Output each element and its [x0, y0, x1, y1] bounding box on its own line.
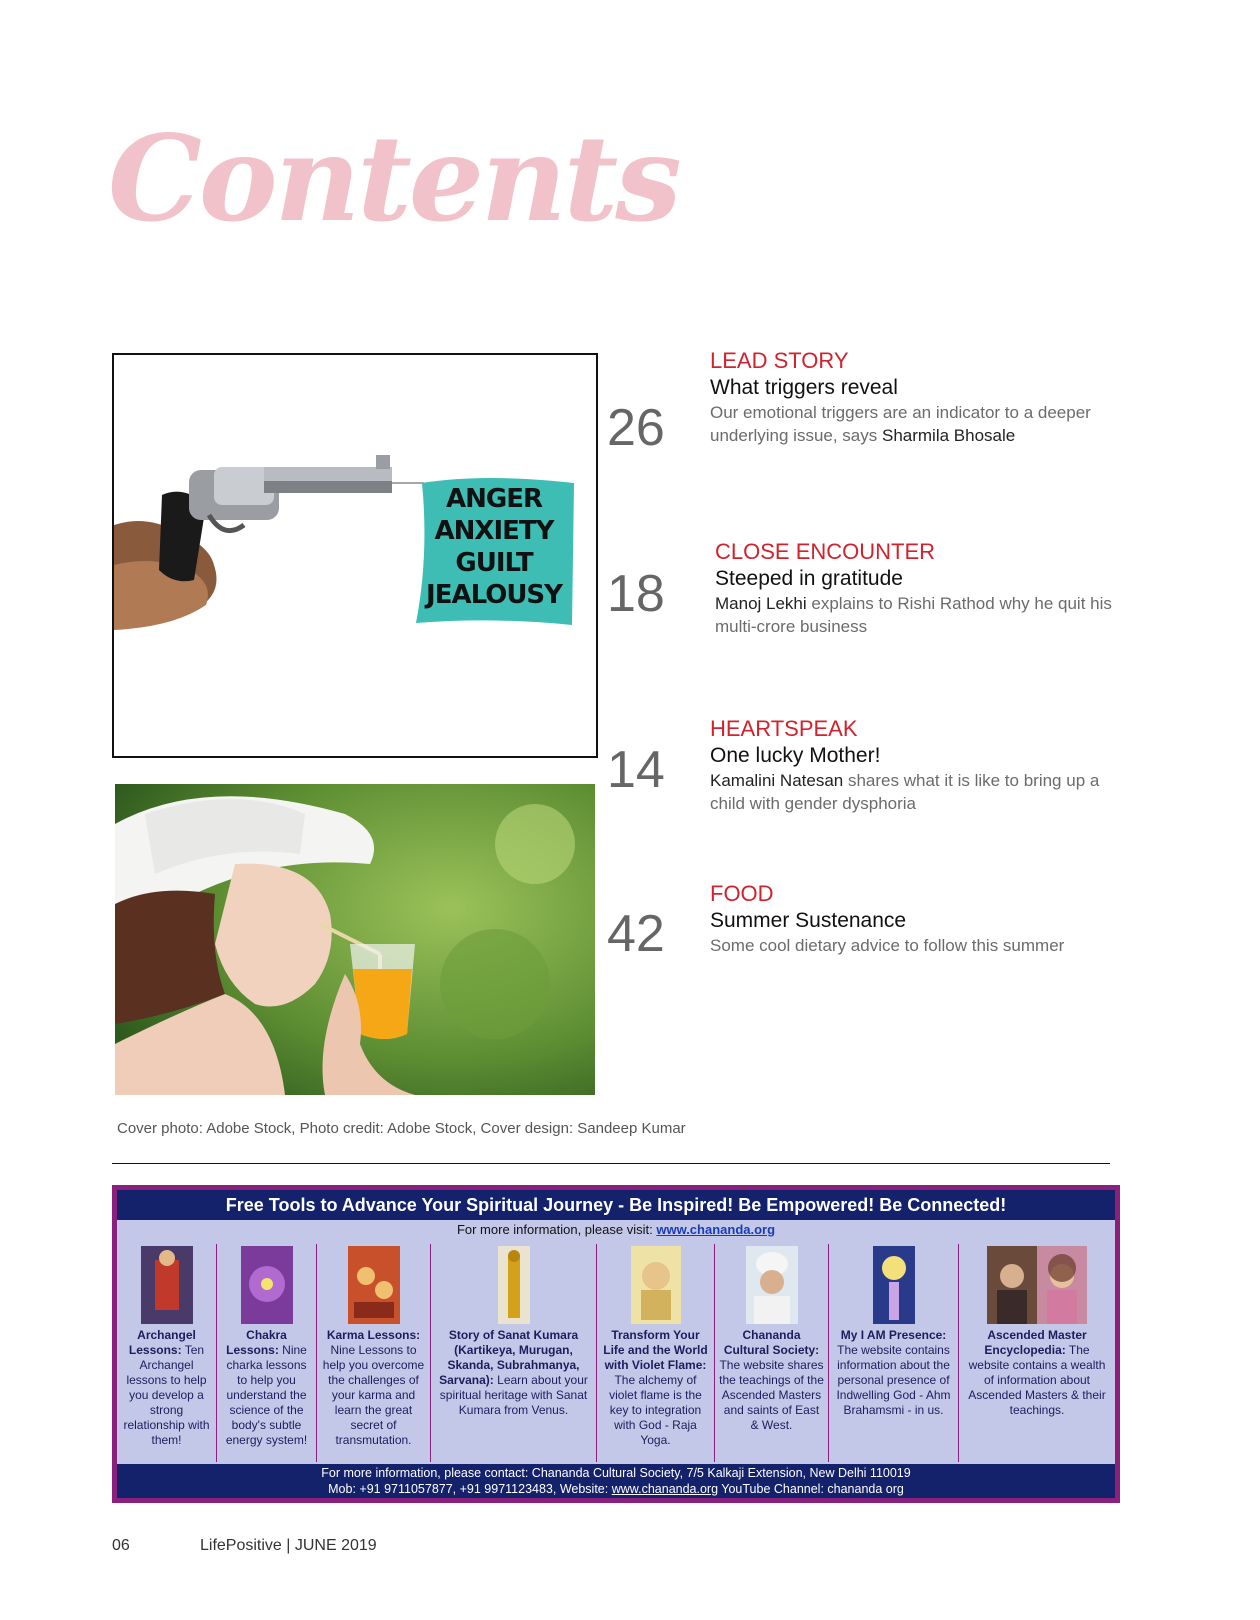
entry-page-number: 42: [607, 905, 665, 963]
sanat-kumara-image: [498, 1246, 530, 1324]
ad-column[interactable]: Karma Lessons: Nine Lessons to help you overcome the challenges of your karma and learn the great secret of transmutation.: [317, 1244, 431, 1462]
entry-description: Our emotional triggers are an indicator to a deeper underlying issue, says Sharmila Bhosale: [710, 403, 1091, 445]
i-am-presence-image: [873, 1246, 915, 1324]
ad-website-link[interactable]: www.chananda.org: [656, 1222, 776, 1237]
entry-headline[interactable]: One lucky Mother!: [710, 744, 881, 767]
flag-word-jealousy: JEALOUSY: [426, 580, 562, 610]
ad-visit-line: For more information, please visit: www.chananda.org: [456, 1222, 776, 1237]
ad-headline: Free Tools to Advance Your Spiritual Journey - Be Inspired! Be Empowered! Be Connected!: [117, 1190, 1115, 1220]
contents-entry[interactable]: [715, 538, 1115, 638]
entry-description: Some cool dietary advice to follow this summer: [710, 936, 1065, 955]
photo-credit-caption: Cover photo: Adobe Stock, Photo credit: Adobe Stock, Cover design: Sandeep Kumar: [117, 1120, 686, 1137]
ad-footer-website-link[interactable]: www.chananda.org: [611, 1482, 719, 1496]
page-title: Contents: [108, 109, 679, 248]
entry-headline[interactable]: Summer Sustenance: [710, 909, 907, 932]
entry-headline[interactable]: What triggers reveal: [710, 376, 898, 399]
ascended-masters-image: [987, 1246, 1087, 1324]
entry-description: Kamalini Natesan shares what it is like to bring up a child with gender dysphoria: [710, 771, 1100, 813]
entry-page-number: 14: [607, 741, 665, 799]
entry-section: FOOD: [710, 881, 774, 906]
lead-story-photo: [112, 353, 598, 758]
archangel-image: [141, 1246, 193, 1324]
entry-page-number: 18: [607, 565, 665, 623]
woman-drinking-juice-image: [115, 784, 595, 1095]
flag-word-guilt: GUILT: [455, 548, 533, 578]
entry-description: Manoj Lekhi explains to Rishi Rathod why he quit his multi-crore business: [715, 594, 1112, 636]
violet-flame-image: [631, 1246, 681, 1324]
footer-page-number: 06: [112, 1537, 130, 1554]
flag-word-anger: ANGER: [445, 484, 542, 514]
food-photo: [115, 784, 595, 1095]
flag-word-anxiety: ANXIETY: [434, 516, 554, 546]
ad-column[interactable]: Chakra Lessons: Nine charka lessons to help you understand the science of the body's subtle energy system!: [217, 1244, 317, 1462]
contents-entry[interactable]: [710, 715, 1130, 815]
ad-column[interactable]: Chananda Cultural Society: The website shares the teachings of the Ascended Masters and saints of East & West.: [715, 1244, 829, 1462]
contents-entry[interactable]: [710, 880, 1130, 957]
entry-section: CLOSE ENCOUNTER: [715, 539, 936, 564]
ad-column[interactable]: Story of Sanat Kumara (Kartikeya, Murugan, Skanda, Subrahmanya, Sarvana): Learn about your spiritual heritage with Sanat Kumara from Venus.: [431, 1244, 597, 1462]
chakra-image: [241, 1246, 293, 1324]
footer-magazine: LifePositive | JUNE 2019: [200, 1537, 377, 1554]
ad-column[interactable]: My I AM Presence: The website contains information about the personal presence of Indwelling God - Ahm Brahamsmi - in us.: [829, 1244, 959, 1462]
contents-entry[interactable]: [710, 347, 1130, 447]
ad-column[interactable]: Ascended Master Encyclopedia: The website contains a wealth of information about Ascended Masters & their teachings.: [959, 1244, 1115, 1462]
chananda-advertisement[interactable]: [112, 1185, 1120, 1503]
entry-page-number: 26: [607, 399, 665, 457]
ad-column[interactable]: Transform Your Life and the World with Violet Flame: The alchemy of violet flame is the key to integration with God - Raja Yoga.: [597, 1244, 715, 1462]
ad-columns: [117, 1244, 1115, 1462]
ad-contact-bar: For more information, please contact: Chananda Cultural Society, 7/5 Kalkaji Extension, New Delhi 110019 Mob: +91 9711057877, +91 9971123483, Website: www.chananda.org YouTube Channel: chananda org: [117, 1464, 1115, 1498]
chananda-portrait-image: [746, 1246, 798, 1324]
entry-headline[interactable]: Steeped in gratitude: [715, 567, 903, 590]
entry-section: LEAD STORY: [710, 348, 849, 373]
ad-column[interactable]: Archangel Lessons: Ten Archangel lessons to help you develop a strong relationship with them!: [117, 1244, 217, 1462]
karma-image: [348, 1246, 400, 1324]
entry-section: HEARTSPEAK: [710, 716, 858, 741]
divider: [112, 1163, 1110, 1164]
